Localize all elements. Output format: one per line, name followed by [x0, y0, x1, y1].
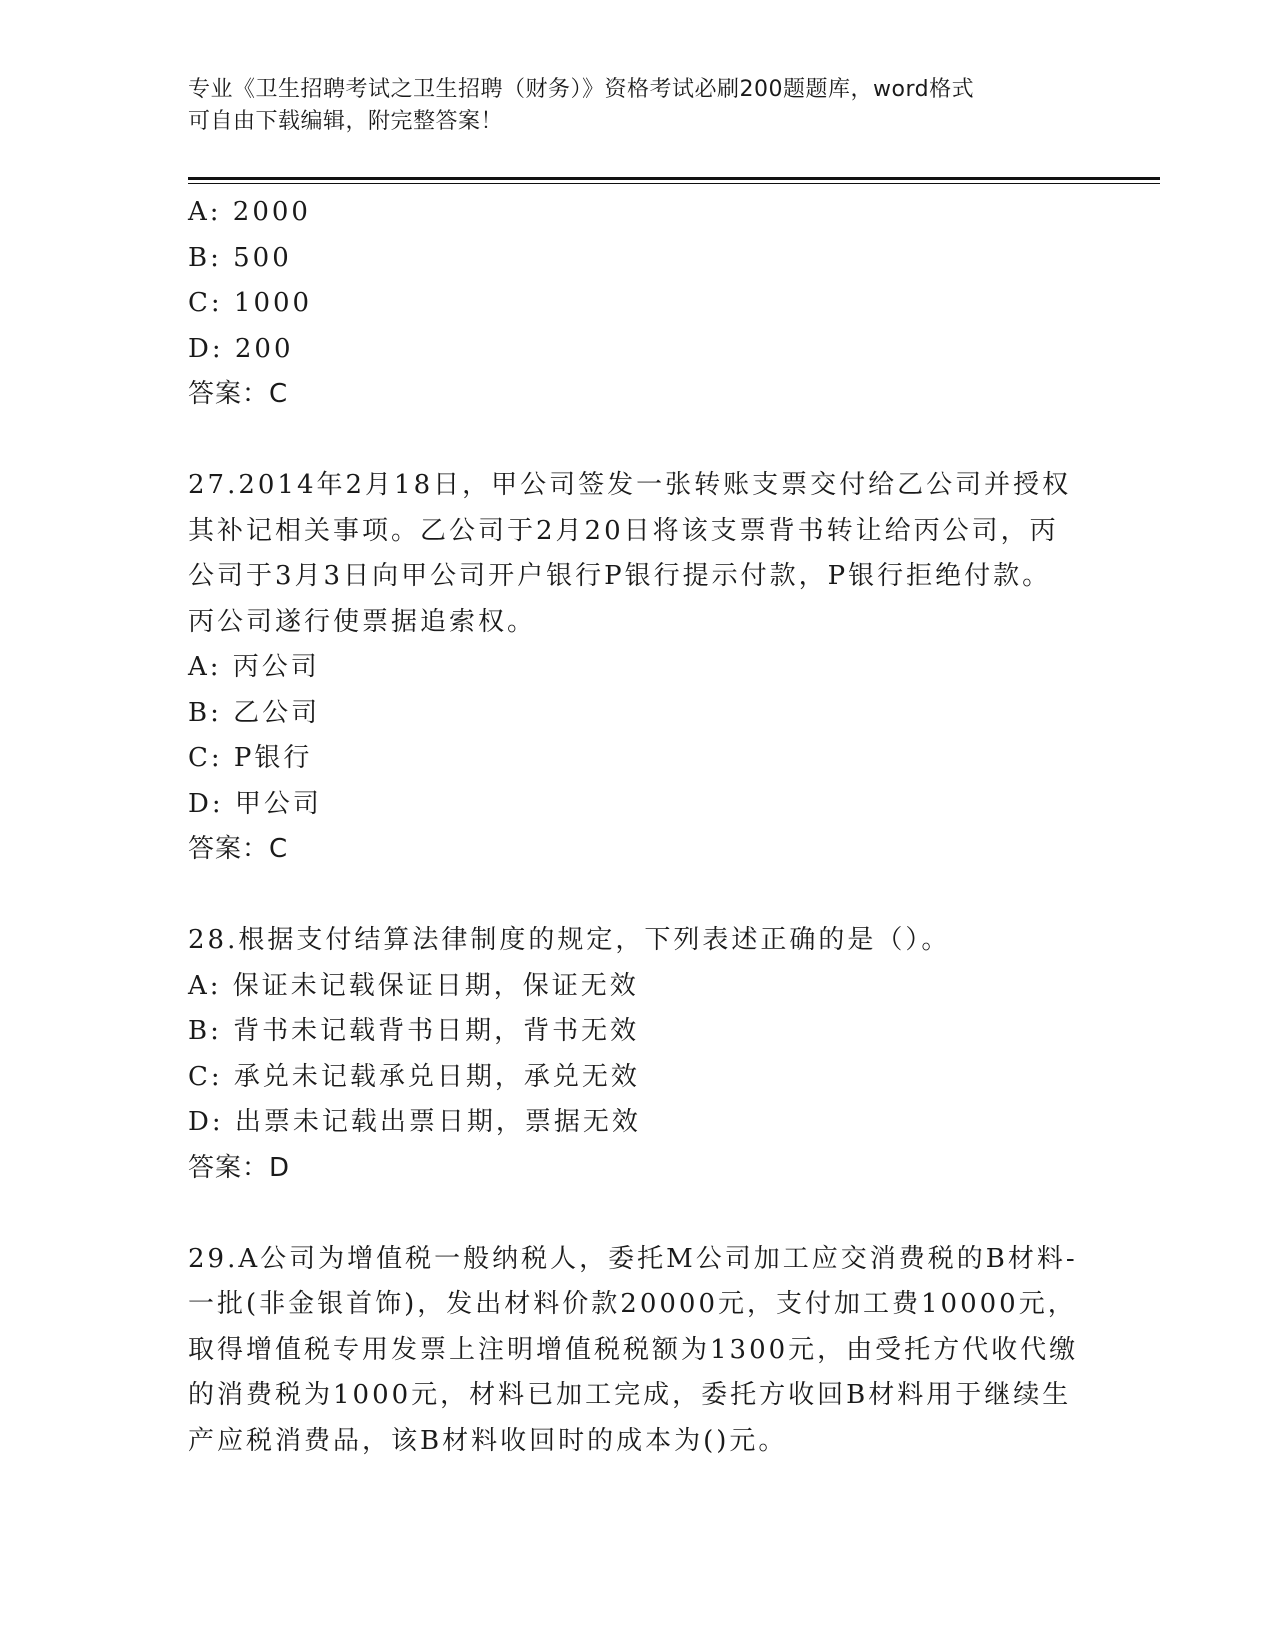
header-line-1: 专业《卫生招聘考试之卫生招聘（财务）》资格考试必刷200题题库，word格式: [188, 77, 975, 102]
answer: 答案：D: [188, 1152, 291, 1183]
question-text-line: 28.根据支付结算法律制度的规定，下列表述正确的是（）。: [188, 925, 951, 955]
question-text-line: 丙公司遂行使票据追索权。: [188, 606, 537, 637]
spacer: [188, 418, 1088, 464]
question-text-line: 取得增值税专用发票上注明增值税税额为1300元，由受托方代收代缴: [188, 1334, 1079, 1365]
header-rule-thick: [188, 177, 1160, 180]
question-text-line: 27.2014年2月18日，甲公司签发一张转账支票交付给乙公司并授权: [188, 470, 1072, 500]
header-rule-thin: [188, 183, 1160, 184]
option-a: A: 丙公司: [188, 652, 320, 682]
option-c: C: P银行: [188, 743, 313, 773]
spacer: [188, 873, 1088, 919]
answer: 答案：C: [188, 379, 289, 409]
question-text-line: 29.A公司为增值税一般纳税人，委托M公司加工应交消费税的B材料-: [188, 1243, 1078, 1274]
question-29: [188, 1237, 1088, 1465]
option-c: C: 承兑未记载承兑日期，承兑无效: [188, 1061, 640, 1092]
option-c: C: 1000: [188, 288, 313, 318]
question-28: [188, 918, 1088, 1191]
spacer: [188, 1191, 1088, 1237]
option-b: B: 乙公司: [188, 697, 321, 728]
answer: 答案：C: [188, 834, 289, 864]
question-text-line: 公司于3月3日向甲公司开户银行P银行提示付款，P银行拒绝付款。: [188, 561, 1052, 591]
question-text-line: 一批(非金银首饰)，发出材料价款20000元，支付加工费10000元，: [188, 1289, 1077, 1319]
question-text-line: 产应税消费品，该B材料收回时的成本为()元。: [188, 1425, 788, 1456]
option-a: A: 保证未记载保证日期，保证无效: [188, 970, 639, 1001]
header-line-2: 可自由下载编辑，附完整答案！: [188, 109, 504, 134]
question-26-continued: [188, 190, 1088, 418]
question-27: [188, 463, 1088, 873]
option-b: B: 500: [188, 242, 292, 273]
question-text-line: 其补记相关事项。乙公司于2月20日将该支票背书转让给丙公司，丙: [188, 515, 1059, 546]
option-b: B: 背书未记载背书日期，背书无效: [188, 1016, 640, 1046]
document-header: [188, 74, 1068, 138]
question-text-line: 的消费税为1000元，材料已加工完成，委托方收回B材料用于继续生: [188, 1380, 1072, 1410]
option-d: D: 出票未记载出票日期，票据无效: [188, 1107, 641, 1137]
option-d: D: 200: [188, 333, 294, 364]
document-body: [188, 190, 1088, 1464]
option-a: A: 2000: [188, 197, 311, 227]
option-d: D: 甲公司: [188, 788, 322, 819]
